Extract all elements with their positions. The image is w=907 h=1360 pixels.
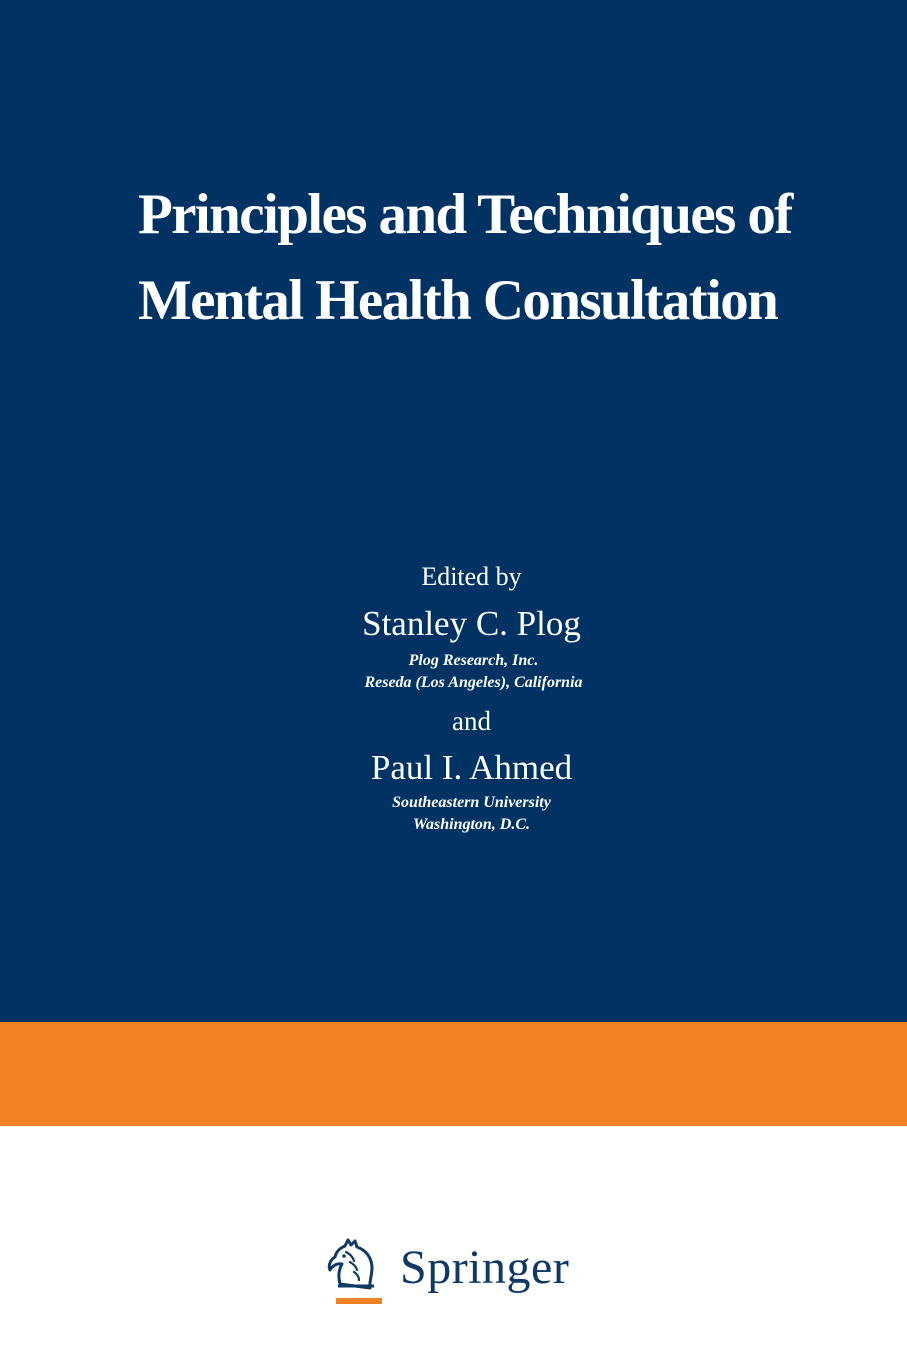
conjunction: and <box>452 706 491 736</box>
editor-2-affiliation <box>18 792 907 836</box>
edited-by-label: Edited by <box>421 562 522 591</box>
title-line-1: Principles and Techniques of <box>138 183 792 246</box>
springer-horse-head-icon <box>326 1236 386 1308</box>
editor-1-affiliation-line-2: Reseda (Los Angeles), California <box>364 674 583 691</box>
book-title <box>138 172 878 344</box>
editor-2-affiliation-line-2: Washington, D.C. <box>412 816 531 833</box>
editor-1-name: Stanley C. Plog <box>362 604 581 643</box>
publisher-name: Springer <box>400 1241 570 1294</box>
editor-1-affiliation <box>20 650 907 694</box>
publisher-logo <box>326 1236 606 1310</box>
title-line-2: Mental Health Consultation <box>138 269 778 332</box>
editor-2-affiliation-line-1: Southeastern University <box>392 794 551 811</box>
orange-band <box>0 1022 907 1126</box>
editor-1-affiliation-line-1: Plog Research, Inc. <box>408 652 539 669</box>
editor-2-name: Paul I. Ahmed <box>370 748 573 787</box>
